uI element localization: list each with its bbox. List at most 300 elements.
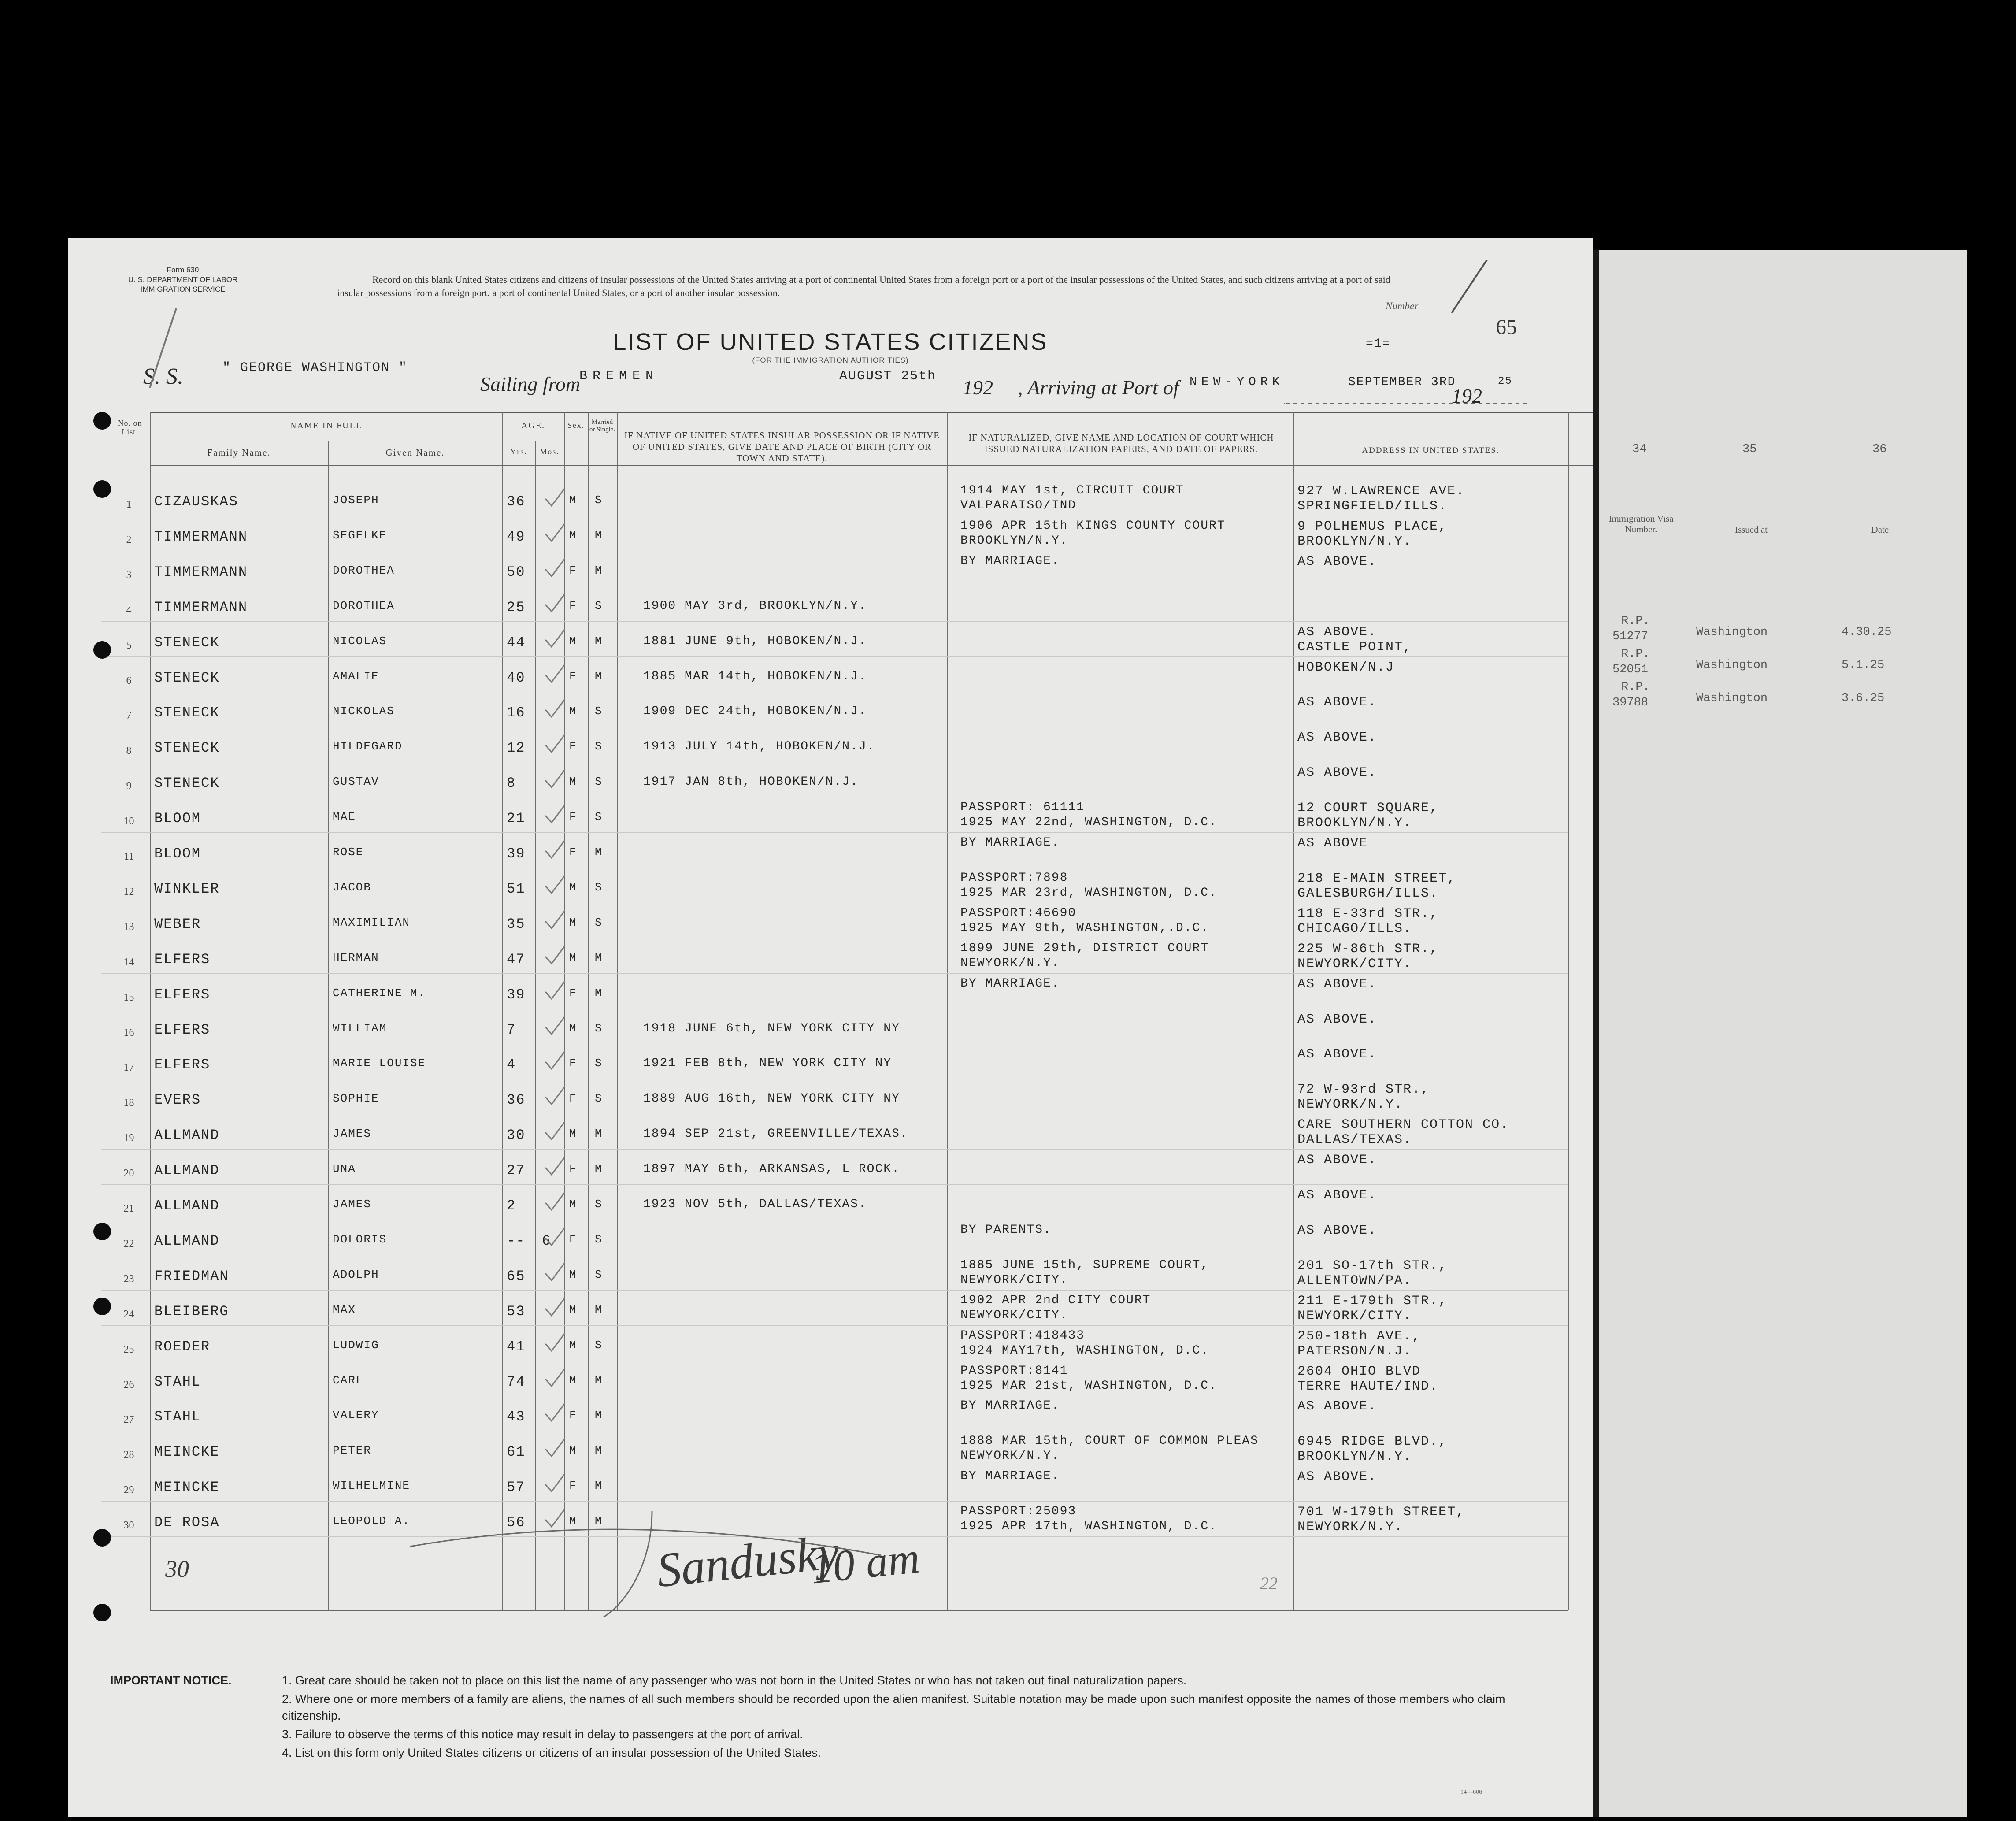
row-number: 9 [126,780,132,792]
table-row [101,762,1568,797]
family-name: DE ROSA [154,1514,220,1531]
marital-status: S [595,916,603,929]
visa-date: 4.30.25 [1842,626,1892,639]
table-row [101,1114,1568,1150]
age-years: 74 [507,1373,526,1390]
family-name: STAHL [154,1409,201,1425]
sex: M [569,528,577,542]
header-naturalized: IF NATURALIZED, GIVE NAME AND LOCATION OF COURT WHICH ISSUED NATURALIZATION PAPERS, AND DATE OF PAPERS. [968,432,1274,454]
check-mark-icon [542,1436,568,1462]
table-row [101,691,1568,727]
marital-status: M [595,1127,603,1141]
address-line-2: ALLENTOWN/PA. [1297,1273,1412,1288]
address-line-2: CHICAGO/ILLS. [1297,921,1412,936]
year-label-2: 192 [1452,385,1482,407]
given-name: MAXIMILIAN [333,916,411,929]
binder-hole [93,1604,111,1621]
check-mark-icon [542,1084,568,1110]
sex: M [569,1373,577,1387]
family-name: EVERS [154,1092,201,1109]
family-name: WINKLER [154,880,220,897]
age-years: 49 [507,528,526,545]
check-mark-icon [542,1190,568,1216]
col-36-header: Date. [1871,524,1891,535]
family-name: TIMMERMANN [154,564,248,580]
table-row [101,621,1568,657]
header-name-in-full: NAME IN FULL [290,421,362,430]
sex: F [569,1409,577,1422]
sex: F [569,1092,577,1105]
address: 701 W-179th STREET, [1297,1505,1465,1520]
age-years: 40 [507,669,526,686]
given-name: JOSEPH [333,493,379,507]
row-number: 15 [123,991,134,1003]
row-number: 26 [123,1379,134,1391]
address: AS ABOVE [1297,836,1368,851]
notice-item: 4. List on this form only United States citizens or citizens of an insular possession of the United States. [282,1746,821,1759]
naturalization: 1906 APR 15th KINGS COUNTY COURT [960,519,1226,533]
marital-status: M [595,669,603,683]
birth-info: 1921 FEB 8th, NEW YORK CITY NY [643,1057,892,1071]
ship-name: " GEORGE WASHINGTON " [222,360,408,375]
table-row [101,1325,1568,1361]
table-row [101,727,1568,762]
naturalization-line-2: NEWYORK/CITY. [960,1308,1068,1322]
table-row [101,1290,1568,1326]
age-years: 16 [507,705,526,721]
age-years: -- [507,1232,526,1249]
age-years: 56 [507,1514,526,1531]
age-years: 44 [507,634,526,651]
table-top-rule [150,412,1657,413]
marital-status: S [595,1232,603,1246]
form-header-block [99,265,267,294]
naturalization: BY PARENTS. [960,1223,1052,1237]
check-mark-icon [542,1260,568,1287]
marital-status: S [595,599,603,612]
header-mos: Mos. [540,447,560,456]
visa-date: 5.1.25 [1842,659,1885,672]
sex: M [569,634,577,648]
check-mark-icon [542,838,568,864]
marital-status: M [595,846,603,859]
marital-status: M [595,986,603,1000]
marital-status: M [595,1409,603,1422]
arrival-line [1284,403,1527,404]
row-number: 6 [126,675,132,686]
sailing-from-label: Sailing from [480,373,581,395]
naturalization: 1885 JUNE 15th, SUPREME COURT, [960,1258,1209,1272]
list-subtitle: (FOR THE IMMIGRATION AUTHORITIES) [752,356,909,364]
age-years: 65 [507,1268,526,1284]
row-number: 27 [123,1414,134,1426]
handwritten-count: 30 [165,1556,189,1582]
page-number: 65 [1496,315,1517,339]
check-mark-icon [542,521,568,547]
sex: M [569,951,577,964]
given-name: DOROTHEA [333,599,395,612]
given-name: DOLORIS [333,1232,387,1246]
table-row [101,1220,1568,1255]
naturalization: BY MARRIAGE. [960,1469,1060,1484]
naturalization: PASSPORT: 61111 [960,801,1085,815]
check-mark-icon [542,802,568,829]
address-line-2: DALLAS/TEXAS. [1297,1132,1412,1148]
marital-status: M [595,1303,603,1317]
table-row [101,1395,1568,1431]
given-name: SOPHIE [333,1092,379,1105]
age-years: 36 [507,1092,526,1109]
family-name: ROEDER [154,1338,211,1355]
sex: M [569,1127,577,1141]
given-name: WILLIAM [333,1021,387,1035]
birth-info: 1918 JUNE 6th, NEW YORK CITY NY [643,1021,900,1035]
visa-issued-at: Washington [1696,659,1768,672]
check-mark-icon [542,1295,568,1322]
naturalization-line-2: 1925 MAY 9th, WASHINGTON,.D.C. [960,921,1209,935]
marital-status: M [595,564,603,577]
family-name: ALLMAND [154,1232,220,1249]
address: 211 E-179th STR., [1297,1293,1448,1309]
marital-status: S [595,1268,603,1281]
table-row [101,973,1568,1009]
check-mark-icon [542,486,568,512]
check-mark-icon [542,873,568,899]
sex: F [569,1232,577,1246]
family-name: ALLMAND [154,1198,220,1214]
address: HOBOKEN/N.J [1297,660,1395,675]
check-mark-icon [542,591,568,618]
address: AS ABOVE. [1297,624,1377,640]
naturalization-line-2: 1924 MAY17th, WASHINGTON, D.C. [960,1343,1209,1357]
address-line-2: NEWYORK/N.Y. [1297,1097,1404,1113]
family-name: WEBER [154,916,201,932]
sex: M [569,880,577,894]
family-name: STENECK [154,740,220,757]
sex: F [569,1057,577,1070]
table-row [101,586,1568,622]
visa-number: 51277 [1612,630,1649,643]
address: CARE SOUTHERN COTTON CO. [1297,1117,1509,1133]
header-married-single: Married or Single. [589,419,615,433]
row-number: 10 [123,816,134,827]
age-years: 27 [507,1162,526,1179]
row-number: 3 [126,569,132,581]
naturalization: 1914 MAY 1st, CIRCUIT COURT [960,484,1184,497]
given-name: JAMES [333,1127,372,1141]
age-years: 12 [507,740,526,757]
naturalization-line-2: NEWYORK/CITY. [960,1273,1068,1287]
table-row [101,797,1568,833]
sex: M [569,775,577,789]
col-35-header: Issued at [1734,524,1768,535]
arrival-date: SEPTEMBER 3RD [1348,375,1456,389]
age-years: 25 [507,599,526,616]
age-years: 21 [507,810,526,827]
age-years: 43 [507,1409,526,1425]
service-name: IMMIGRATION SERVICE [140,285,226,293]
address: 225 W-86th STR., [1297,941,1439,957]
address: 927 W.LAWRENCE AVE. [1297,484,1465,499]
age-years: 30 [507,1127,526,1144]
family-name: TIMMERMANN [154,599,248,616]
table-row [101,1009,1568,1044]
naturalization: 1902 APR 2nd CITY COURT [960,1293,1151,1307]
year-label: 192 [963,376,993,399]
marital-status: M [595,1479,603,1493]
given-name: WILHELMINE [333,1479,411,1493]
marital-status: M [595,1373,603,1387]
sex: F [569,740,577,753]
col-35-number: 35 [1742,443,1757,456]
birth-info: 1881 JUNE 9th, HOBOKEN/N.J. [643,634,867,648]
check-mark-icon [542,1225,568,1251]
address: AS ABOVE. [1297,976,1377,992]
address: AS ABOVE. [1297,554,1377,569]
naturalization-line-2: 1925 MAY 22nd, WASHINGTON, D.C. [960,816,1217,830]
header-family-name: Family Name. [207,447,271,458]
check-mark-icon [542,1154,568,1181]
print-code: 14—606 [1460,1789,1482,1795]
given-name: GUSTAV [333,775,379,789]
check-mark-icon [542,908,568,935]
row-number: 2 [126,534,132,545]
binder-hole [93,1298,111,1315]
check-mark-icon [542,979,568,1005]
given-name: MAE [333,810,356,824]
family-name: MEINCKE [154,1444,220,1461]
margin-slash [141,304,185,392]
address-line-2: NEWYORK/CITY. [1297,1308,1412,1324]
given-name: DOROTHEA [333,564,395,577]
marital-status: M [595,528,603,542]
signature-flourish [405,1507,890,1621]
address-line-2: GALESBURGH/ILLS. [1297,886,1439,901]
marital-status: S [595,705,603,718]
table-row [101,1184,1568,1220]
binder-hole [93,1529,111,1547]
sex: F [569,810,577,824]
sheet-number: =1= [1366,337,1391,351]
family-name: ELFERS [154,1057,211,1073]
marital-status: S [595,740,603,753]
address: 2604 OHIO BLVD [1297,1364,1421,1379]
visa-issued-at: Washington [1696,626,1768,639]
facing-page [1593,250,1967,1817]
form-number: Form 630 [167,266,199,274]
naturalization-line-2: VALPARAISO/IND [960,499,1077,512]
binder-hole [93,641,111,659]
header-sex: Sex. [567,421,585,430]
handwritten-time: 10 am [808,1533,922,1593]
notice-item: 3. Failure to observe the terms of this notice may result in delay to passengers at the port of arrival. [282,1728,803,1741]
header-native: IF NATIVE OF UNITED STATES INSULAR POSSESSION OR IF NATIVE OF UNITED STATES, GIVE DATE AND PLACE OF BIRTH (CITY OR TOWN AND STATE). [624,430,940,464]
number-label: Number [1386,300,1419,312]
sex: F [569,669,577,683]
row-number: 24 [123,1308,134,1320]
family-name: STENECK [154,634,220,651]
col-34-header: Immigration Visa Number. [1608,513,1674,534]
family-name: STAHL [154,1373,201,1390]
address: AS ABOVE. [1297,1047,1377,1062]
sex: M [569,493,577,507]
marital-status: M [595,1162,603,1176]
row-number: 12 [123,886,134,898]
check-mark-icon [542,1014,568,1040]
given-name: LUDWIG [333,1338,379,1352]
marital-status: S [595,1092,603,1105]
age-years: 39 [507,846,526,862]
age-years: 53 [507,1303,526,1320]
check-mark-stroke [1443,256,1496,317]
binder-hole [93,480,111,498]
arrival-port: NEW-YORK [1190,375,1284,389]
sex: M [569,1198,577,1211]
address-line-2: BROOKLYN/N.Y. [1297,534,1412,549]
address: AS ABOVE. [1297,1223,1377,1238]
handwritten-signature: Sandusky [654,1524,842,1598]
age-years: 61 [507,1444,526,1461]
address: AS ABOVE. [1297,1469,1377,1485]
notice-items [282,1672,1538,1763]
table-row [101,480,1568,516]
binder-hole [93,1223,111,1240]
row-number: 8 [126,745,132,757]
table-row [101,938,1568,974]
given-name: AMALIE [333,669,379,683]
address: 250-18th AVE., [1297,1328,1421,1344]
check-mark-icon [542,767,568,794]
sex: M [569,705,577,718]
check-mark-icon [542,556,568,582]
age-years: 41 [507,1338,526,1355]
sex: M [569,916,577,929]
address-line-2: BROOKLYN/N.Y. [1297,1449,1412,1465]
given-name: JAMES [333,1198,372,1211]
given-name: SEGELKE [333,528,387,542]
row-number: 19 [123,1132,134,1144]
marital-status: M [595,951,603,964]
family-name: ELFERS [154,1021,211,1038]
handwritten-mark: 22 [1260,1573,1278,1593]
age-years: 36 [507,493,526,510]
birth-info: 1923 NOV 5th, DALLAS/TEXAS. [643,1198,867,1211]
age-years: 2 [507,1198,516,1214]
family-name: ALLMAND [154,1162,220,1179]
family-name: ELFERS [154,951,211,968]
address: AS ABOVE. [1297,730,1377,745]
naturalization: BY MARRIAGE. [960,1399,1060,1413]
row-number: 28 [123,1449,134,1461]
family-name: FRIEDMAN [154,1268,229,1284]
family-name: BLOOM [154,810,201,827]
arrival-year: 25 [1498,375,1512,387]
given-name: VALERY [333,1409,379,1422]
col-line [1568,412,1569,1610]
given-name: LEOPOLD A. [333,1514,411,1528]
header-given-name: Given Name. [385,447,445,458]
naturalization: BY MARRIAGE. [960,836,1060,849]
given-name: UNA [333,1162,356,1176]
table-row [101,516,1568,551]
marital-status: S [595,1198,603,1211]
age-years: 8 [507,775,516,792]
naturalization-line-2: 1925 APR 17th, WASHINGTON, D.C. [960,1520,1217,1534]
table-row [101,1043,1568,1079]
address-line-2: CASTLE POINT, [1297,639,1412,655]
naturalization: PASSPORT:8141 [960,1364,1068,1378]
sex: M [569,1514,577,1528]
table-row [101,1255,1568,1291]
family-name: BLEIBERG [154,1303,229,1320]
address: 9 POLHEMUS PLACE, [1297,519,1448,534]
header-yrs: Yrs. [510,447,527,456]
sex: F [569,1162,577,1176]
binder-hole [93,412,111,430]
family-name: STENECK [154,669,220,686]
naturalization: PASSPORT:25093 [960,1505,1077,1519]
address-line-2: PATERSON/N.J. [1297,1343,1412,1359]
row-number: 14 [123,956,134,968]
arriving-label: , Arriving at Port of [1018,376,1179,399]
table-row [101,868,1568,903]
row-number: 17 [123,1062,134,1074]
table-row [101,1466,1568,1502]
family-name: TIMMERMANN [154,528,248,545]
address: 72 W-93rd STR., [1297,1082,1430,1098]
list-title: LIST OF UNITED STATES CITIZENS [613,329,1048,355]
age-years: 57 [507,1479,526,1496]
row-number: 30 [123,1520,134,1532]
department-name: U. S. DEPARTMENT OF LABOR [128,275,238,284]
row-number: 18 [123,1097,134,1109]
visa-label: R.P. [1621,681,1650,694]
row-number: 20 [123,1168,134,1179]
age-years: 39 [507,986,526,1003]
address: AS ABOVE. [1297,1399,1377,1414]
col-34-number: 34 [1632,443,1647,456]
row-number: 13 [123,921,134,933]
address: 218 E-MAIN STREET, [1297,871,1456,886]
family-name: MEINCKE [154,1479,220,1496]
sex: M [569,1444,577,1458]
age-years: 35 [507,916,526,932]
naturalization: BY MARRIAGE. [960,554,1060,568]
visa-issued-at: Washington [1696,692,1768,705]
check-mark-icon [542,697,568,723]
col-36-number: 36 [1872,443,1887,456]
marital-status: S [595,775,603,789]
table-row [101,1149,1568,1185]
table-row [101,1361,1568,1396]
age-years: 50 [507,564,526,580]
address: AS ABOVE. [1297,765,1377,781]
row-number: 11 [123,851,134,862]
family-name: STENECK [154,705,220,721]
given-name: NICOLAS [333,634,387,648]
address-line-2: TERRE HAUTE/IND. [1297,1379,1439,1394]
sex: M [569,1303,577,1317]
address-line-2: BROOKLYN/N.Y. [1297,816,1412,831]
given-name: NICKOLAS [333,705,395,718]
check-mark-icon [542,627,568,653]
address: 6945 RIDGE BLVD., [1297,1434,1448,1450]
birth-info: 1900 MAY 3rd, BROOKLYN/N.Y. [643,599,867,613]
check-mark-icon [542,662,568,688]
naturalization-line-2: 1925 MAR 21st, WASHINGTON, D.C. [960,1379,1217,1393]
birth-info: 1913 JULY 14th, HOBOKEN/N.J. [643,740,875,754]
age-years: 51 [507,880,526,897]
